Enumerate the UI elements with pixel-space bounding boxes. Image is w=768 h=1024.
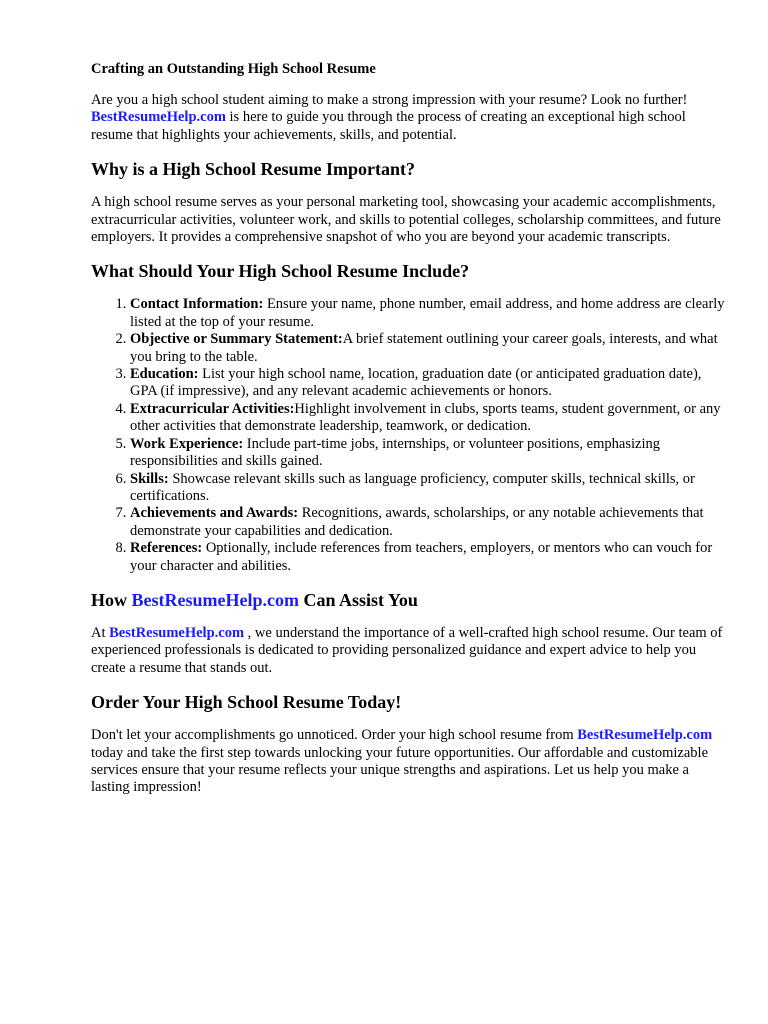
list-item-label: Objective or Summary Statement:: [130, 331, 343, 348]
assist-text-after: , we understand the importance of a well-crafted high school resume. Our team of experienced professionals is dedicated to providing personalized guidance and expert advice to help you create a resume that stands out.: [91, 624, 723, 676]
assist-heading: [91, 589, 731, 611]
list-item-label: Education:: [130, 366, 199, 383]
list-item-label: Extracurricular Activities:: [130, 400, 295, 417]
list-item-text: Showcase relevant skills such as language proficiency, computer skills, technical skills, or certifications.: [130, 470, 695, 504]
list-item: [130, 401, 731, 436]
list-item-label: Skills:: [130, 470, 169, 487]
intro-link[interactable]: BestResumeHelp.com: [91, 109, 226, 126]
list-item-label: Work Experience:: [130, 435, 244, 452]
list-item: [130, 471, 731, 506]
intro-text-before: Are you a high school student aiming to make a strong impression with your resume? Look no further!: [91, 92, 688, 108]
why-heading: Why is a High School Resume Important?: [91, 159, 416, 180]
why-paragraph: A high school resume serves as your personal marketing tool, showcasing your academic accomplishments, extracurricular activities, volunteer work, and skills to potential colleges, scholarship committees, and future employers. It provides a comprehensive snapshot of who you are beyond your academic transcripts.: [91, 194, 721, 246]
list-item: [130, 540, 731, 575]
list-item-label: Achievements and Awards:: [130, 505, 299, 522]
list-item: [130, 366, 731, 401]
list-item: [130, 436, 731, 471]
list-item-label: References:: [130, 540, 203, 557]
list-item: [130, 331, 731, 366]
order-text-before: Don't let your accomplishments go unnoticed. Order your high school resume from: [91, 727, 578, 744]
intro-paragraph: [91, 92, 731, 144]
assist-text-before: At: [91, 624, 110, 641]
assist-heading-link[interactable]: BestResumeHelp.com: [131, 589, 299, 610]
document-title: Crafting an Outstanding High School Resume: [91, 61, 376, 77]
include-list: [91, 296, 731, 575]
assist-link[interactable]: BestResumeHelp.com: [109, 624, 245, 641]
assist-heading-after: Can Assist You: [298, 589, 418, 610]
list-item-label: Contact Information:: [130, 296, 264, 313]
list-item-text: Include part-time jobs, internships, or volunteer positions, emphasizing responsibilities and skills gained.: [130, 435, 660, 470]
document-page: [91, 60, 731, 797]
list-item: [130, 296, 731, 331]
list-item-text: Highlight involvement in clubs, sports teams, student government, or any other activities that demonstrate leadership, teamwork, or dedication.: [130, 400, 721, 435]
intro-text-after: is here to guide you through the process of creating an exceptional high school resume that highlights your achievements, skills, and potential.: [91, 109, 686, 143]
include-heading: What Should Your High School Resume Include?: [91, 261, 470, 282]
order-link[interactable]: BestResumeHelp.com: [577, 727, 713, 744]
assist-paragraph: [91, 625, 731, 677]
list-item-text: Optionally, include references from teachers, employers, or mentors who can vouch for your character and abilities.: [130, 540, 713, 574]
order-paragraph: [91, 727, 731, 797]
assist-heading-before: How: [91, 589, 132, 610]
list-item-text: A brief statement outlining your career goals, interests, and what you bring to the table.: [130, 331, 718, 365]
order-heading: Order Your High School Resume Today!: [91, 692, 402, 713]
list-item-text: Recognitions, awards, scholarships, or any notable achievements that demonstrate your capabilities and dedication.: [130, 505, 704, 539]
list-item-text: Ensure your name, phone number, email address, and home address are clearly listed at the top of your resume.: [130, 296, 725, 330]
list-item: [130, 505, 731, 540]
order-text-after: today and take the first step towards unlocking your future opportunities. Our affordable and customizable services ensure that your resume reflects your unique strengths and aspirations. Let us help you make a lasting impression!: [91, 744, 709, 796]
list-item-text: List your high school name, location, graduation date (or anticipated graduation date), GPA (if impressive), and any relevant academic achievements or honors.: [130, 366, 702, 400]
